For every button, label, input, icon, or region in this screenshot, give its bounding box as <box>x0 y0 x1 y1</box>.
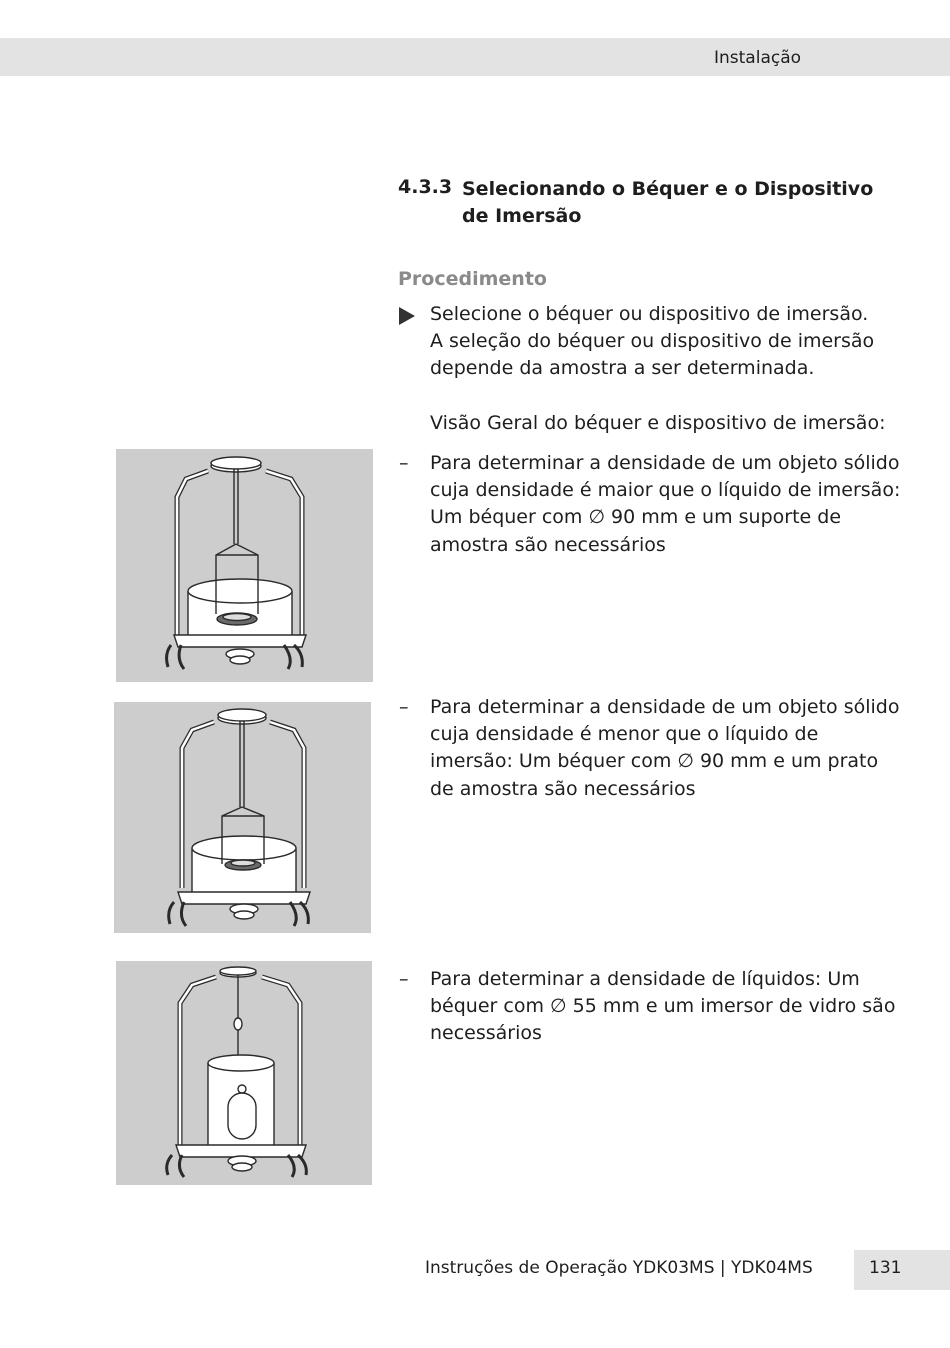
figure-beaker-glass-plummet <box>116 961 372 1185</box>
step-arrow-icon <box>399 307 415 325</box>
beaker-sample-pan-illustration <box>114 702 371 933</box>
figure-beaker-sample-holder <box>116 449 373 682</box>
item-3-dash: – <box>399 968 409 990</box>
section-title: Selecionando o Béquer e o Dispositivo de Imersão <box>462 178 874 227</box>
item-3-text: Para determinar a densidade de líquidos: Um béquer com ∅ 55 mm e um imersor de vidro são necessários <box>430 968 896 1045</box>
header-title: Instalação <box>714 48 802 68</box>
item-2-dash: – <box>399 696 409 718</box>
item-2-text: Para determinar a densidade de um objeto sólido cuja densidade é menor que o líquido de imersão: Um béquer com ∅ 90 mm e um prato de amostra são necessários <box>430 696 900 800</box>
figure-beaker-sample-pan <box>114 702 371 933</box>
header-bar <box>0 38 950 76</box>
procedure-step <box>430 301 902 383</box>
step-explanation: A seleção do béquer ou dispositivo de imersão depende da amostra a ser determinada. <box>430 330 875 380</box>
item-1-text: Para determinar a densidade de um objeto sólido cuja densidade é maior que o líquido de imersão: Um béquer com ∅ 90 mm e um suporte de amostra são necessários <box>430 452 901 556</box>
beaker-sample-holder-illustration <box>116 449 373 682</box>
section-number: 4.3.3 <box>398 176 453 198</box>
procedure-heading: Procedimento <box>398 268 547 290</box>
step-instruction: Selecione o béquer ou dispositivo de imersão. <box>430 303 869 325</box>
overview-label: Visão Geral do béquer e dispositivo de imersão: <box>430 412 886 434</box>
beaker-glass-plummet-illustration <box>116 961 372 1185</box>
footer-manual-title: Instruções de Operação YDK03MS | YDK04MS <box>425 1258 813 1278</box>
item-1-dash: – <box>399 452 409 474</box>
page-number: 131 <box>869 1258 902 1278</box>
